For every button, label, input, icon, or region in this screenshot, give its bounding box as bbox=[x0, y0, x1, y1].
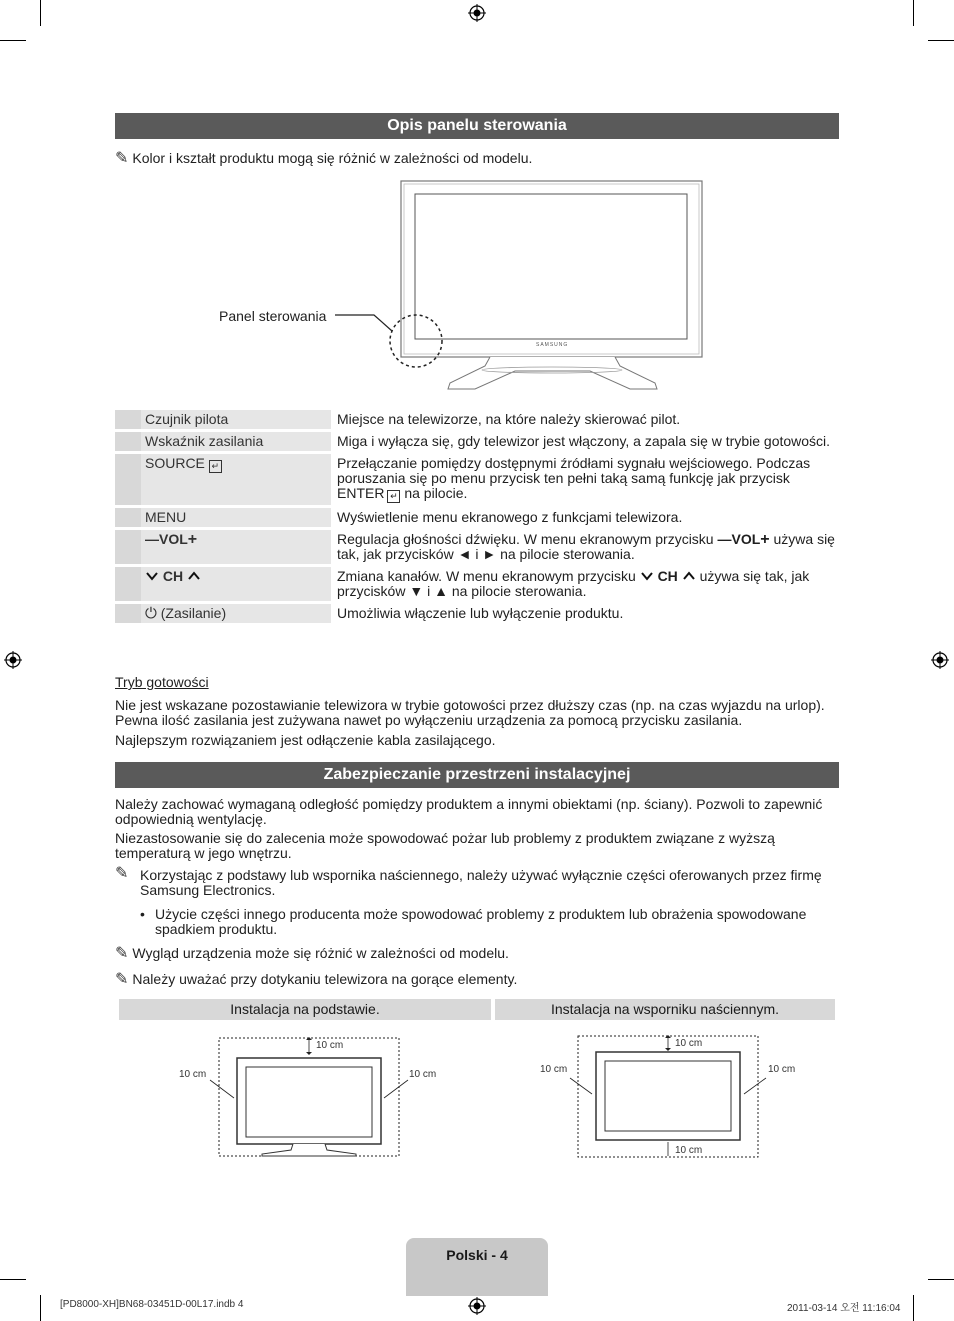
plus-icon: + bbox=[187, 531, 198, 548]
desc-part: na pilocie. bbox=[400, 485, 468, 501]
row-marker bbox=[115, 530, 141, 564]
dim-top: 10 cm bbox=[675, 1038, 703, 1049]
registration-mark-icon bbox=[468, 1297, 486, 1315]
note-hot-parts bbox=[115, 972, 835, 987]
standby-paragraph: Nie jest wskazane pozostawianie telewizora w trybie gotowości przez dłuższy czas (np. na czas wyjazdu na urlop). Pewna ilość zasilania jest zużywana nawet po wyłączeniu urządzenia za pomocą przycisku zasilania. bbox=[115, 697, 825, 728]
table-row bbox=[115, 508, 839, 527]
chevron-down-icon bbox=[145, 571, 159, 581]
stand-install-heading: Instalacja na podstawie. bbox=[119, 999, 491, 1020]
minus-icon: — bbox=[145, 531, 159, 547]
bullet-item bbox=[140, 907, 830, 937]
stand-install-diagram bbox=[170, 1030, 420, 1160]
install-paragraph: Niezastosowanie się do zalecenia może spowodować pożar lub problemy z produktem związane z wyższą temperaturą w jego wnętrzu. bbox=[115, 830, 775, 861]
enter-key-icon: ↵ bbox=[387, 490, 400, 503]
control-desc: Miejsce na telewizorze, na które należy skierować pilot. bbox=[337, 411, 681, 427]
dim-left: 10 cm bbox=[540, 1064, 568, 1075]
dim-right: 10 cm bbox=[768, 1064, 796, 1075]
crop-mark bbox=[0, 1279, 26, 1280]
note-text: Korzystając z podstawy lub wspornika naściennego, należy używać wyłącznie części oferowanych przez firmę Samsung Electronics. bbox=[140, 867, 822, 898]
standby-heading: Tryb gotowości bbox=[115, 674, 209, 690]
control-desc bbox=[331, 567, 839, 601]
control-name-ch bbox=[141, 567, 331, 601]
control-desc: Miga i wyłącza się, gdy telewizor jest włączony, a zapala się w trybie gotowości. bbox=[337, 433, 831, 449]
power-label: (Zasilanie) bbox=[160, 605, 227, 621]
pencil-note-icon: ✎ bbox=[115, 150, 129, 167]
registration-mark-icon bbox=[468, 4, 486, 22]
note-model-variation bbox=[115, 151, 835, 166]
chevron-up-icon bbox=[187, 571, 201, 581]
file-name: [PD8000-XH]BN68-03451D-00L17.indb 4 bbox=[60, 1299, 244, 1310]
pencil-note-icon: ✎ bbox=[115, 971, 129, 988]
bullet-icon: • bbox=[140, 906, 145, 922]
dim-left: 10 cm bbox=[179, 1069, 207, 1080]
crop-mark bbox=[40, 0, 41, 26]
row-marker bbox=[115, 410, 141, 429]
control-desc bbox=[331, 454, 839, 505]
control-name-power bbox=[141, 604, 331, 623]
table-row bbox=[115, 530, 839, 564]
desc-part: używa się tak, jak przycisków ◄ i ► na pilocie sterowania. bbox=[337, 531, 835, 562]
page-number-tab: Polski - 4 bbox=[406, 1238, 548, 1296]
tv-front-illustration bbox=[330, 178, 710, 393]
row-marker bbox=[115, 432, 141, 451]
control-name-source bbox=[141, 454, 331, 505]
callout-control-panel: Panel sterowania bbox=[219, 308, 327, 324]
crop-mark bbox=[0, 40, 26, 41]
source-label: SOURCE bbox=[145, 455, 205, 471]
table-row bbox=[115, 432, 839, 451]
section-title-control-panel: Opis panelu sterowania bbox=[115, 113, 839, 139]
desc-part: Regulacja głośności dźwięku. W menu ekranowym przycisku bbox=[337, 531, 718, 547]
ch-label: CH bbox=[657, 568, 678, 584]
note-text: Kolor i kształt produktu mogą się różnić w zależności od modelu. bbox=[132, 150, 533, 166]
pencil-note-icon: ✎ bbox=[115, 865, 129, 882]
note-text: Wygląd urządzenia może się różnić w zależności od modelu. bbox=[132, 945, 509, 961]
note-samsung-parts bbox=[115, 865, 835, 898]
print-timestamp: 2011-03-14 오전 11:16:04 bbox=[787, 1303, 901, 1314]
dim-top: 10 cm bbox=[316, 1040, 344, 1051]
desc-part: Zmiana kanałów. W menu ekranowym przycisku bbox=[337, 568, 640, 584]
power-icon: ⏻ bbox=[145, 605, 157, 622]
desc-part: używa się tak, jak przycisków ▼ i ▲ na pilocie sterowania. bbox=[337, 568, 810, 599]
table-row bbox=[115, 604, 839, 623]
vol-label: VOL bbox=[731, 531, 761, 547]
ch-label: CH bbox=[162, 568, 184, 584]
pencil-note-icon: ✎ bbox=[115, 945, 129, 962]
vol-label: VOL bbox=[159, 531, 188, 547]
bullet-text: Użycie części innego producenta może spowodować problemy z produktem lub obrażenia spowodowane spadkiem produktu. bbox=[155, 906, 807, 937]
crop-mark bbox=[913, 0, 914, 26]
control-name: Wskaźnik zasilania bbox=[141, 432, 331, 451]
chevron-down-icon bbox=[640, 571, 654, 581]
chevron-up-icon bbox=[682, 571, 696, 581]
crop-mark bbox=[928, 1279, 954, 1280]
crop-mark bbox=[913, 1295, 914, 1321]
control-name-vol bbox=[141, 530, 331, 564]
row-marker bbox=[115, 604, 141, 623]
desc-part: Przełączanie pomiędzy dostępnymi źródłami sygnału wejściowego. Podczas poruszania się po menu przycisk ten pełni taką samą funkcję jak przycisk bbox=[337, 455, 811, 486]
crop-mark bbox=[928, 40, 954, 41]
standby-paragraph: Najlepszym rozwiązaniem jest odłączenie kabla zasilającego. bbox=[115, 732, 496, 748]
control-name: Czujnik pilota bbox=[141, 410, 331, 429]
registration-mark-icon bbox=[931, 651, 949, 669]
dim-bottom: 10 cm bbox=[675, 1145, 703, 1156]
registration-mark-icon bbox=[4, 651, 22, 669]
row-marker bbox=[115, 454, 141, 505]
crop-mark bbox=[40, 1295, 41, 1321]
table-row bbox=[115, 410, 839, 429]
plus-icon: + bbox=[760, 531, 770, 548]
row-marker bbox=[115, 508, 141, 527]
wall-install-heading: Instalacja na wsporniku naściennym. bbox=[495, 999, 835, 1020]
dim-right: 10 cm bbox=[409, 1069, 437, 1080]
row-marker bbox=[115, 567, 141, 601]
table-row bbox=[115, 454, 839, 505]
tv-brand-logo: SAMSUNG bbox=[536, 342, 569, 348]
controls-table bbox=[115, 407, 839, 626]
enter-key-icon: ↵ bbox=[209, 460, 222, 473]
section-title-installation-space: Zabezpieczanie przestrzeni instalacyjnej bbox=[115, 762, 839, 788]
control-desc: Wyświetlenie menu ekranowego z funkcjami telewizora. bbox=[337, 509, 683, 525]
note-appearance bbox=[115, 946, 835, 961]
wall-install-diagram bbox=[530, 1030, 810, 1160]
minus-icon: — bbox=[717, 531, 732, 547]
control-desc bbox=[331, 530, 839, 564]
control-name: MENU bbox=[141, 508, 331, 527]
control-desc: Umożliwia włączenie lub wyłączenie produktu. bbox=[337, 605, 624, 621]
note-text: Należy uważać przy dotykaniu telewizora na gorące elementy. bbox=[132, 971, 518, 987]
table-row bbox=[115, 567, 839, 601]
install-paragraph: Należy zachować wymaganą odległość pomiędzy produktem a innymi obiektami (np. ściany). Pozwoli to zapewnić odpowiednią wentylację. bbox=[115, 796, 823, 827]
enter-key-label: ENTER bbox=[337, 485, 385, 501]
